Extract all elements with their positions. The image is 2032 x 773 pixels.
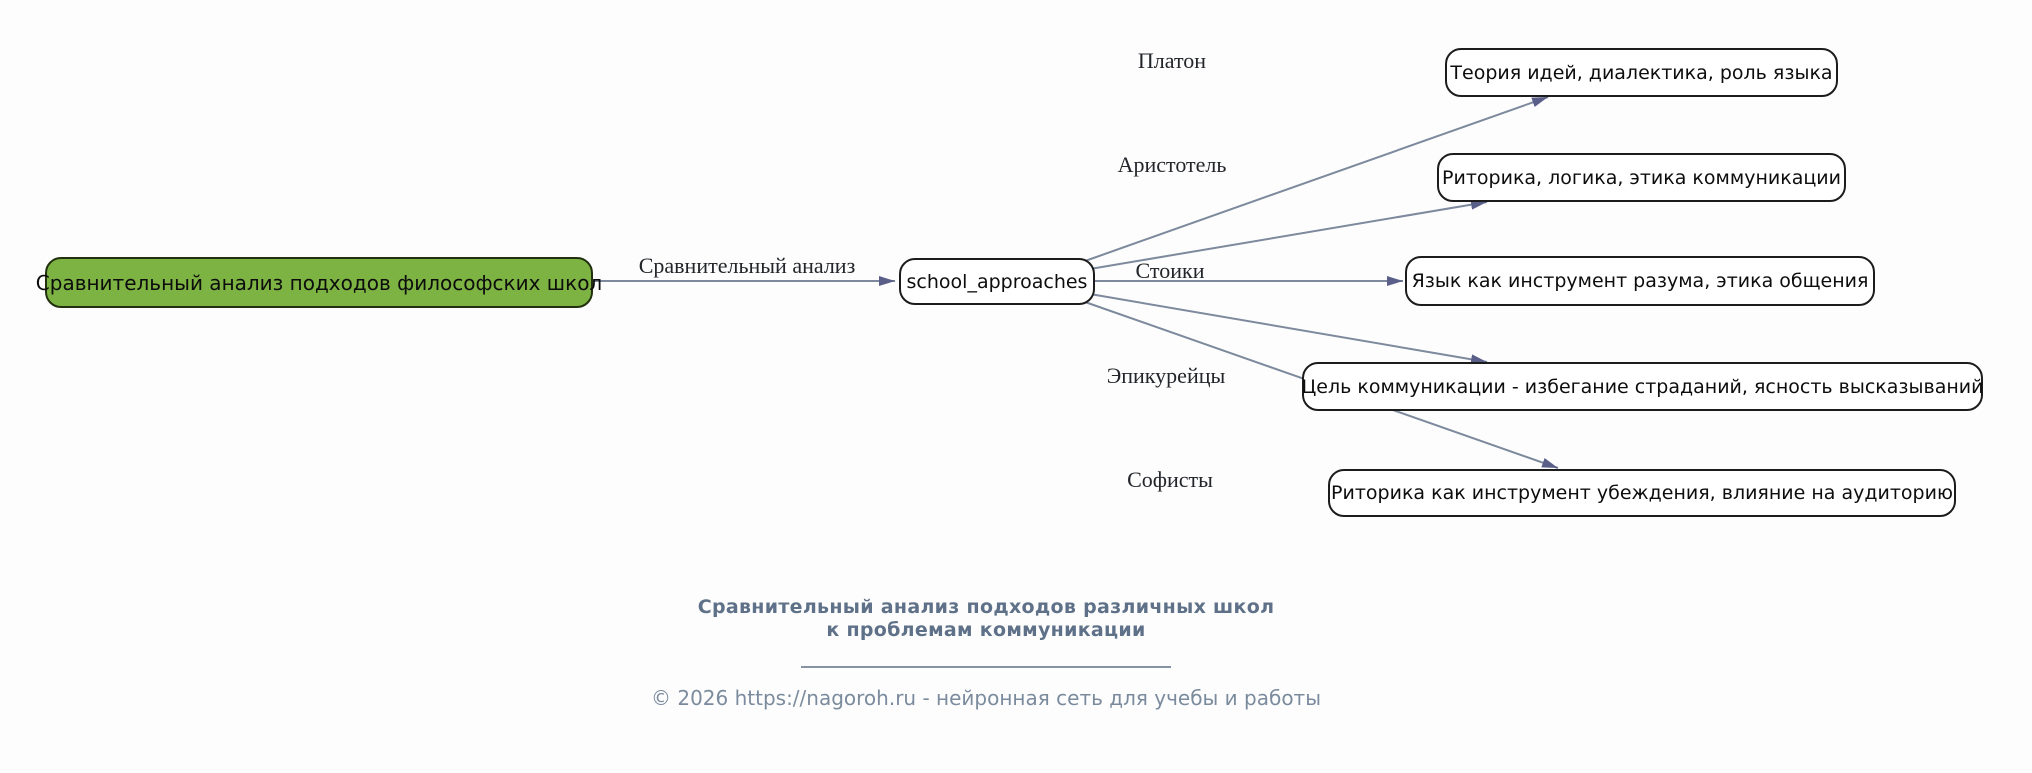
- edge-label-sofisty: Софисты: [1127, 467, 1213, 492]
- footer-block: [586, 596, 1386, 710]
- branch-node-label: Цель коммуникации - избегание страданий, ясность высказываний: [1301, 375, 1984, 398]
- edge-label-stoiki: Стоики: [1135, 258, 1205, 283]
- edge-label-aristotel: Аристотель: [1117, 152, 1227, 177]
- branch-node-epikureitsy: [1302, 362, 1983, 411]
- branch-node-platon: [1445, 48, 1838, 97]
- branch-node-label: Язык как инструмент разума, этика общения: [1411, 270, 1869, 292]
- edge-label-platon: Платон: [1137, 48, 1207, 73]
- branch-node-sofisty: [1328, 469, 1956, 517]
- branch-node-stoiki: [1405, 256, 1875, 306]
- copyright-text: © 2026 https://nagoroh.ru - нейронная сеть для учебы и работы: [650, 686, 1321, 710]
- branch-node-label: Риторика, логика, этика коммуникации: [1442, 166, 1841, 189]
- central-node: [899, 258, 1095, 305]
- caption-line-1: Сравнительный анализ подходов различных школ: [697, 596, 1275, 618]
- branch-node-label: Риторика как инструмент убеждения, влияние на аудиторию: [1331, 482, 1953, 504]
- central-node-label: school_approaches: [906, 270, 1088, 293]
- branch-node-label: Теория идей, диалектика, роль языка: [1450, 61, 1833, 84]
- root-node-label: Сравнительный анализ подходов философских школ: [35, 270, 603, 295]
- root-node: [35, 257, 603, 308]
- caption-divider: [801, 666, 1171, 668]
- edge-label-epikureitsy: Эпикурейцы: [1106, 363, 1226, 388]
- caption-line-2: к проблемам коммуникации: [826, 619, 1146, 641]
- branch-node-aristotel: [1437, 153, 1846, 202]
- edge-label-main: Сравнительный анализ: [638, 253, 856, 278]
